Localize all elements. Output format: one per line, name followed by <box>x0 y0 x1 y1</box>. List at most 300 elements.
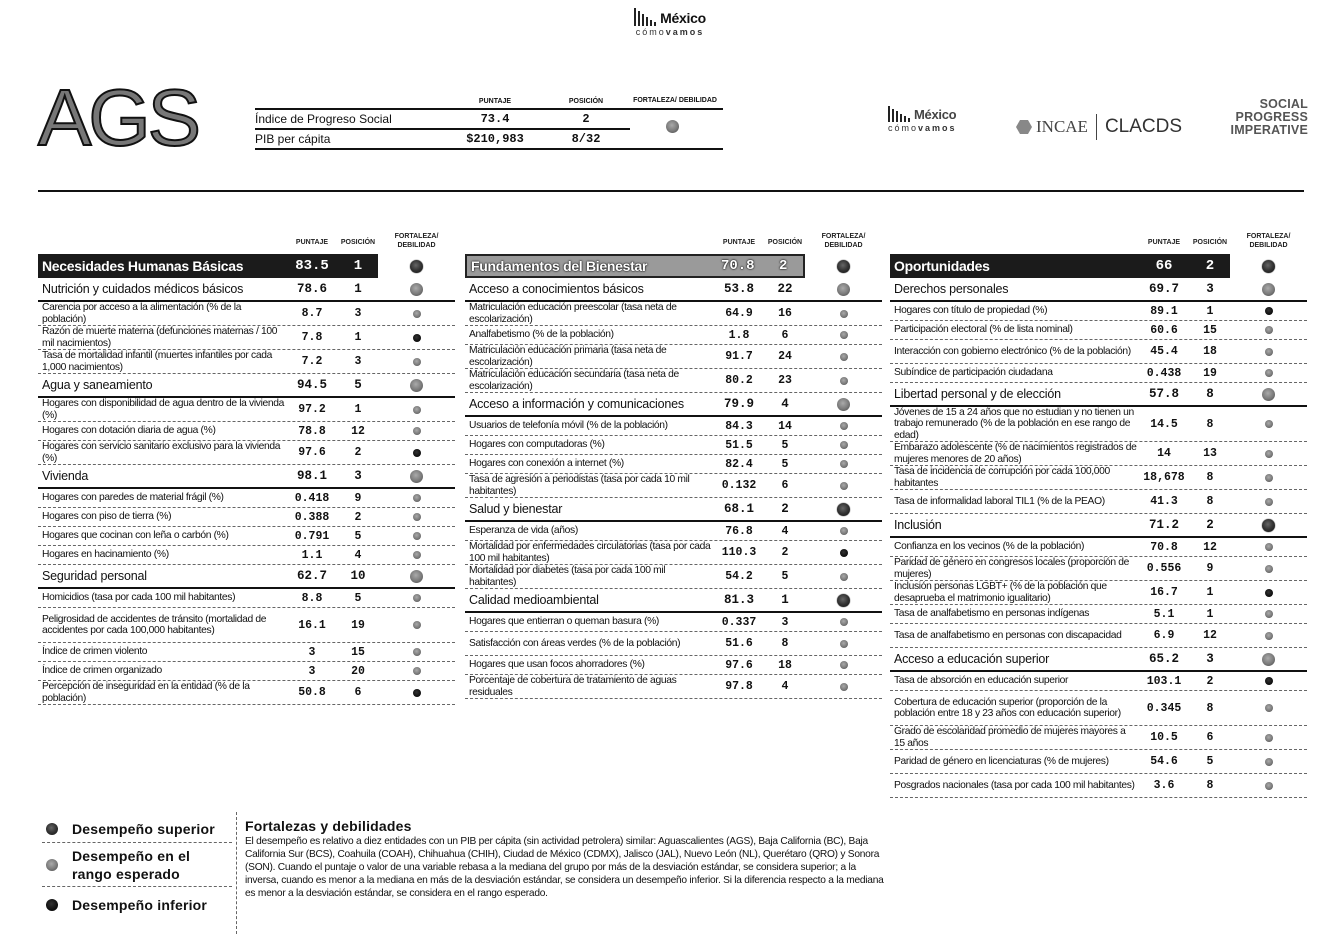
col-strength-label: FORTALEZA/ DEBILIDAD <box>821 233 866 249</box>
esperado-dot-icon <box>1265 450 1273 458</box>
indicator-row <box>890 490 1307 514</box>
indicator-position: 15 <box>1203 323 1217 337</box>
indicator-position: 5 <box>781 457 789 471</box>
esperado-dot-icon <box>410 570 423 583</box>
component-name: Acceso a educación superior <box>894 652 1050 666</box>
indicator-row <box>890 442 1307 466</box>
esperado-dot-icon <box>413 648 421 656</box>
indicator-name: Subíndice de participación ciudadana <box>894 367 1053 379</box>
indicator-score: 78.8 <box>298 424 326 438</box>
indicator-position: 4 <box>781 680 789 693</box>
component-name: Salud y bienestar <box>469 502 563 516</box>
indicator-row <box>465 613 882 632</box>
indicator-score: 3 <box>308 664 316 678</box>
indicator-row <box>465 474 882 498</box>
component-position: 2 <box>781 502 789 516</box>
col-position-label: POSICIÓN <box>1192 239 1228 246</box>
column-header <box>465 222 882 252</box>
indicator-name: Tasa de agresión a periodistas (tasa por cada 10 mil habitantes) <box>469 474 690 497</box>
indicator-row <box>38 508 455 527</box>
indicator-row <box>890 364 1307 383</box>
component-name: Calidad medioambiental <box>469 593 599 607</box>
dimension-position: 2 <box>1205 258 1215 274</box>
component-row <box>890 514 1307 538</box>
esperado-dot-icon <box>1265 420 1273 428</box>
component-name: Derechos personales <box>894 282 1009 296</box>
indicator-name: Matriculación educación preescolar (tasa neta de escolarización) <box>469 302 677 325</box>
strength-dot-icon <box>666 120 679 133</box>
component-name: Seguridad personal <box>42 569 147 583</box>
esperado-dot-icon <box>413 406 421 414</box>
component-row <box>465 498 882 522</box>
indicator-row <box>890 321 1307 340</box>
dimension-name: Oportunidades <box>894 258 990 274</box>
indicator-score: 0.388 <box>294 510 330 524</box>
esperado-dot-icon <box>837 398 850 411</box>
esperado-dot-icon <box>840 310 848 318</box>
dimension-score: 70.8 <box>720 258 755 274</box>
indicator-row <box>38 441 455 465</box>
divider <box>38 190 1304 192</box>
expected-dot-icon <box>46 859 58 871</box>
logo-subtitle: cómovamos <box>635 27 705 37</box>
indicator-score: 1.8 <box>728 328 750 342</box>
indicator-name: Inclusión personas LGBT+ (% de la población que desaprueba el matrimonio igualitario) <box>894 581 1107 604</box>
summary-row-pib <box>255 130 723 148</box>
indicator-row <box>465 302 882 326</box>
indicator-score: 45.4 <box>1150 345 1178 358</box>
indicator-position: 18 <box>778 658 792 672</box>
esperado-dot-icon <box>1265 348 1273 356</box>
component-position: 3 <box>1206 282 1214 296</box>
esperado-dot-icon <box>840 422 848 430</box>
esperado-dot-icon <box>1265 474 1273 482</box>
indicator-name: Porcentaje de cobertura de tratamiento de aguas residuales <box>469 675 677 698</box>
indicator-name: Hogares en hacinamiento (%) <box>42 549 169 561</box>
indicator-position: 4 <box>354 548 362 562</box>
component-score: 57.8 <box>1148 387 1179 401</box>
dimension-row <box>38 254 455 278</box>
indicator-name: Interacción con gobierno electrónico (% de la población) <box>894 345 1131 357</box>
indicator-name: Hogares con computadoras (%) <box>469 439 605 451</box>
indicator-position: 3 <box>354 355 362 368</box>
summary-row-ips <box>255 110 723 128</box>
indicator-position: 15 <box>351 645 365 659</box>
indicator-row <box>38 681 455 705</box>
summary-table <box>255 82 723 150</box>
indicator-position: 12 <box>1203 540 1217 554</box>
column-header <box>38 222 455 252</box>
indicator-position: 9 <box>354 491 362 505</box>
indicator-position: 23 <box>778 374 792 387</box>
component-position: 3 <box>354 469 362 483</box>
summary-row-name: PIB per cápita <box>255 132 331 146</box>
component-row <box>38 565 455 589</box>
component-row <box>38 465 455 489</box>
legend-item-inferior: Desempeño inferior <box>42 887 232 923</box>
indicator-position: 19 <box>1203 366 1217 380</box>
indicator-position: 6 <box>354 686 362 699</box>
indicator-score: 8.8 <box>301 591 323 605</box>
esperado-dot-icon <box>413 532 421 540</box>
indicator-score: 97.8 <box>725 680 753 693</box>
indicator-score: 41.3 <box>1150 495 1178 508</box>
indicator-name: Mortalidad por enfermedades circulatorias (tasa por cada 100 mil habitantes) <box>469 541 711 564</box>
dimension-score: 66 <box>1155 258 1173 274</box>
indicator-score: 80.2 <box>725 374 753 387</box>
esperado-dot-icon <box>840 377 848 385</box>
esperado-dot-icon <box>1265 498 1273 506</box>
indicator-score: 54.6 <box>1150 755 1178 768</box>
dimension-column-3 <box>890 222 1307 798</box>
indicator-row <box>465 632 882 656</box>
indicator-position: 12 <box>351 424 365 438</box>
summary-row-name: Índice de Progreso Social <box>255 112 392 126</box>
col-score-label: PUNTAJE <box>722 239 756 246</box>
indicator-score: 51.6 <box>725 637 753 650</box>
indicator-score: 0.345 <box>1146 701 1182 715</box>
indicator-row <box>465 541 882 565</box>
dimension-position: 2 <box>779 258 788 274</box>
summary-col-score: PUNTAJE <box>478 98 512 105</box>
dimension-position: 1 <box>353 258 363 274</box>
indicator-score: 0.438 <box>1146 366 1182 380</box>
indicator-position: 5 <box>354 591 362 605</box>
indicator-row <box>890 750 1307 774</box>
dimension-bar <box>890 254 1230 278</box>
indicator-position: 13 <box>1203 447 1217 460</box>
indicator-name: Usuarios de telefonía móvil (% de la población) <box>469 420 668 432</box>
indicator-score: 16.1 <box>298 618 326 632</box>
indicator-position: 4 <box>781 524 789 538</box>
state-code: AGS <box>38 73 198 162</box>
indicator-name: Hogares con conexión a internet (%) <box>469 458 624 470</box>
indicator-position: 2 <box>781 546 789 559</box>
indicator-name: Tasa de incidencia de corrupción por cada 100,000 habitantes <box>894 466 1110 489</box>
indicator-name: Participación electoral (% de lista nominal) <box>894 324 1073 336</box>
superior-dot-icon <box>837 260 850 273</box>
component-row <box>465 589 882 613</box>
indicator-score: 8.7 <box>301 307 323 320</box>
indicator-name: Hogares que cocinan con leña o carbón (%) <box>42 530 229 542</box>
component-name: Acceso a información y comunicaciones <box>469 397 684 411</box>
indicator-score: 91.7 <box>725 350 753 363</box>
indicator-position: 8 <box>781 637 789 650</box>
indicator-row <box>890 538 1307 557</box>
component-position: 4 <box>781 397 789 411</box>
indicator-row <box>890 691 1307 726</box>
indicator-row <box>465 656 882 675</box>
indicator-position: 5 <box>1206 755 1214 768</box>
esperado-dot-icon <box>1265 758 1273 766</box>
indicator-name: Tasa de informalidad laboral TIL1 (% de la PEAO) <box>894 495 1105 507</box>
inferior-dot-icon <box>1265 589 1273 597</box>
indicator-score: 51.5 <box>725 438 753 452</box>
esperado-dot-icon <box>1265 782 1273 790</box>
esperado-dot-icon <box>840 482 848 490</box>
dimension-row <box>890 254 1307 278</box>
indicator-score: 18,678 <box>1143 471 1185 484</box>
column-header <box>890 222 1307 252</box>
indicator-name: Esperanza de vida (años) <box>469 525 578 537</box>
indicator-name: Jóvenes de 15 a 24 años que no estudian y no tienen un trabajo remunerado (% de la población en ese rango de edad) <box>894 406 1134 441</box>
indicator-score: 97.6 <box>298 446 326 459</box>
indicator-position: 5 <box>781 570 789 583</box>
indicator-row <box>890 581 1307 605</box>
indicator-score: 0.418 <box>294 491 330 505</box>
indicator-score: 110.3 <box>721 546 757 559</box>
indicator-row <box>38 589 455 608</box>
indicator-position: 8 <box>1206 495 1214 508</box>
indicator-row <box>38 302 455 326</box>
indicator-name: Analfabetismo (% de la población) <box>469 329 614 341</box>
esperado-dot-icon <box>413 667 421 675</box>
indicator-row <box>38 398 455 422</box>
indicator-row <box>890 774 1307 798</box>
esperado-dot-icon <box>413 594 421 602</box>
dimension-score: 83.5 <box>295 258 329 274</box>
indicator-position: 8 <box>1206 779 1214 792</box>
indicator-row <box>38 546 455 565</box>
indicator-score: 60.6 <box>1150 323 1178 337</box>
bars-icon <box>888 104 910 122</box>
component-name: Libertad personal y de elección <box>894 387 1061 401</box>
esperado-dot-icon <box>840 353 848 361</box>
incae-clacds-logo: INCAE CLACDS <box>1016 114 1182 140</box>
component-position: 1 <box>354 282 362 296</box>
indicator-row <box>890 624 1307 648</box>
component-position: 3 <box>1206 652 1214 666</box>
indicator-name: Homicidios (tasa por cada 100 mil habitantes) <box>42 592 236 604</box>
dimension-name: Fundamentos del Bienestar <box>471 258 648 274</box>
component-score: 68.1 <box>723 502 754 516</box>
indicator-score: 7.8 <box>301 331 323 344</box>
indicator-row <box>465 345 882 369</box>
indicator-score: 0.337 <box>721 615 757 629</box>
indicator-row <box>890 302 1307 321</box>
indicator-row <box>465 436 882 455</box>
col-strength-label: FORTALEZA/ DEBILIDAD <box>394 233 439 249</box>
indicator-position: 3 <box>781 615 789 629</box>
esperado-dot-icon <box>1265 610 1273 618</box>
indicator-name: Hogares con servicio sanitario exclusivo para la vivienda (%) <box>42 441 281 464</box>
indicator-position: 1 <box>354 403 362 416</box>
indicator-score: 14 <box>1157 447 1171 460</box>
indicator-score: 5.1 <box>1153 607 1175 621</box>
indicator-row <box>465 417 882 436</box>
indicator-row <box>465 369 882 393</box>
indicator-score: 16.7 <box>1150 586 1178 599</box>
summary-row-score: 73.4 <box>480 112 510 126</box>
indicator-position: 6 <box>781 479 789 492</box>
indicator-score: 3.6 <box>1153 779 1175 792</box>
indicator-row <box>465 326 882 345</box>
dimension-column-2 <box>465 222 882 699</box>
indicator-position: 14 <box>778 419 792 433</box>
indicator-position: 1 <box>1206 304 1214 318</box>
indicator-row <box>38 662 455 681</box>
indicator-position: 6 <box>781 328 789 342</box>
superior-dot-icon <box>46 823 58 835</box>
inferior-dot-icon <box>413 334 421 342</box>
inferior-dot-icon <box>840 549 848 557</box>
indicator-score: 14.5 <box>1150 417 1178 431</box>
esperado-dot-icon <box>1262 653 1275 666</box>
esperado-dot-icon <box>840 618 848 626</box>
esperado-dot-icon <box>413 513 421 521</box>
component-position: 1 <box>781 593 789 607</box>
indicator-position: 8 <box>1206 471 1214 484</box>
indicator-name: Tasa de absorción en educación superior <box>894 675 1069 687</box>
col-strength-label: FORTALEZA/ DEBILIDAD <box>1246 233 1291 249</box>
indicator-name: Peligrosidad de accidentes de tránsito (mortalidad de accidentes por cada 100,000 habitantes) <box>42 613 267 636</box>
esperado-dot-icon <box>410 470 423 483</box>
indicator-score: 64.9 <box>725 307 753 320</box>
indicator-position: 5 <box>781 438 789 452</box>
indicator-position: 8 <box>1206 701 1214 715</box>
indicator-score: 10.5 <box>1150 731 1178 744</box>
dimension-row <box>465 254 882 278</box>
component-row <box>890 383 1307 407</box>
indicator-name: Percepción de inseguridad en la entidad (% de la población) <box>42 681 250 704</box>
component-row <box>38 374 455 398</box>
dimension-bar <box>465 254 805 278</box>
summary-row-position: 2 <box>582 112 590 126</box>
partner-logos <box>888 98 1308 148</box>
indicator-score: 97.2 <box>298 403 326 416</box>
indicator-name: Paridad de género en licenciaturas (% de mujeres) <box>894 755 1109 767</box>
indicator-score: 103.1 <box>1146 674 1182 688</box>
indicator-name: Grado de escolaridad promedio de mujeres mayores a 15 años <box>894 726 1126 749</box>
indicator-name: Hogares que entierran o queman basura (%) <box>469 616 659 628</box>
indicator-name: Hogares con paredes de material frágil (%) <box>42 492 224 504</box>
indicator-name: Índice de crimen violento <box>42 646 148 658</box>
indicator-name: Embarazo adolescente (% de nacimientos registrados de mujeres menores de 20 años) <box>894 442 1137 465</box>
indicator-row <box>890 466 1307 490</box>
esperado-dot-icon <box>413 621 421 629</box>
component-row <box>465 278 882 302</box>
mexico-como-vamos-logo <box>620 8 720 37</box>
legend-item-superior: Desempeño superior <box>42 815 232 843</box>
indicator-position: 1 <box>354 331 362 344</box>
indicator-score: 0.132 <box>721 479 757 492</box>
indicator-name: Razón de muerte materna (defunciones maternas / 100 mil nacimientos) <box>42 326 278 349</box>
component-score: 65.2 <box>1148 652 1179 666</box>
indicator-name: Hogares con disponibilidad de agua dentro de la vivienda (%) <box>42 398 285 421</box>
indicator-row <box>38 643 455 662</box>
inferior-dot-icon <box>46 899 58 911</box>
indicator-position: 8 <box>1206 417 1214 431</box>
indicator-score: 70.8 <box>1150 540 1178 554</box>
superior-dot-icon <box>1262 519 1275 532</box>
inferior-dot-icon <box>413 689 421 697</box>
superior-dot-icon <box>410 260 423 273</box>
indicator-position: 2 <box>354 446 362 459</box>
esperado-dot-icon <box>413 310 421 318</box>
indicator-name: Posgrados nacionales (tasa por cada 100 mil habitantes) <box>894 779 1135 791</box>
indicator-position: 2 <box>1206 674 1214 688</box>
methodology-notes <box>236 812 886 934</box>
indicator-row <box>465 522 882 541</box>
inferior-dot-icon <box>1265 307 1273 315</box>
esperado-dot-icon <box>840 573 848 581</box>
indicator-row <box>890 672 1307 691</box>
component-row <box>890 278 1307 302</box>
component-score: 53.8 <box>723 282 754 296</box>
component-score: 98.1 <box>296 469 327 483</box>
esperado-dot-icon <box>413 551 421 559</box>
indicator-row <box>465 455 882 474</box>
bars-icon <box>634 8 656 26</box>
indicator-row <box>465 675 882 699</box>
esperado-dot-icon <box>413 427 421 435</box>
esperado-dot-icon <box>1265 704 1273 712</box>
summary-row-score: $210,983 <box>466 132 524 146</box>
col-position-label: POSICIÓN <box>340 239 376 246</box>
indicator-name: Mortalidad por diabetes (tasa por cada 100 mil habitantes) <box>469 565 666 588</box>
esperado-dot-icon <box>840 331 848 339</box>
indicator-position: 16 <box>778 307 792 320</box>
indicator-score: 0.556 <box>1146 562 1182 575</box>
component-name: Acceso a conocimientos básicos <box>469 282 644 296</box>
esperado-dot-icon <box>840 640 848 648</box>
indicator-position: 6 <box>1206 731 1214 744</box>
col-position-label: POSICIÓN <box>767 239 803 246</box>
dimension-column-1 <box>38 222 455 705</box>
indicator-row <box>890 557 1307 581</box>
esperado-dot-icon <box>410 283 423 296</box>
component-position: 8 <box>1206 387 1214 401</box>
summary-col-position: POSICIÓN <box>568 98 604 105</box>
notes-title: Fortalezas y debilidades <box>245 818 412 834</box>
indicator-name: Satisfacción con áreas verdes (% de la población) <box>469 637 681 649</box>
esperado-dot-icon <box>1265 565 1273 573</box>
component-name: Agua y saneamiento <box>42 378 153 392</box>
component-name: Vivienda <box>42 469 89 483</box>
col-score-label: PUNTAJE <box>1147 239 1181 246</box>
component-position: 10 <box>350 569 366 583</box>
indicator-name: Hogares con piso de tierra (%) <box>42 511 172 523</box>
indicator-score: 82.4 <box>725 457 753 471</box>
esperado-dot-icon <box>1262 388 1275 401</box>
indicator-position: 3 <box>354 307 362 320</box>
indicator-row <box>38 489 455 508</box>
superior-dot-icon <box>1262 260 1275 273</box>
indicator-score: 3 <box>308 645 316 659</box>
component-name: Inclusión <box>894 518 942 532</box>
dimension-name: Necesidades Humanas Básicas <box>42 258 244 274</box>
indicator-score: 6.9 <box>1153 629 1175 642</box>
indicator-score: 97.6 <box>725 658 753 672</box>
indicator-position: 9 <box>1206 562 1214 575</box>
esperado-dot-icon <box>1262 283 1275 296</box>
indicator-row <box>38 527 455 546</box>
component-position: 2 <box>1206 518 1214 532</box>
indicator-position: 18 <box>1203 345 1217 358</box>
notes-body: El desempeño es relativo a diez entidades con un PIB per cápita (sin actividad petrolera) similar: Aguascalientes (AGS), Baja California (BC), Baja California Sur (BCS), Coahuila (COAH), Chihuahua (CHIH), Ciudad de México (CDMX), Jalisco (JAL), Nuevo León (NL), Querétaro (QRO) y Sonora (SON). Cuando el puntaje o valor de una variable rebasa a la mediana del grupo por más de la desviación estándar, se considera superior; a la inversa, cuando es menor a la mediana en más de la desviación estándar, se considera un desempeño inferior. Si la diferencia respecto a la mediana es menor a la desviación estándar, se considera en el rango esperado. <box>245 836 884 899</box>
social-progress-imperative-logo: SOCIAL PROGRESS IMPERATIVE <box>1230 97 1308 137</box>
summary-col-strength: FORTALEZA/ DEBILIDAD <box>633 97 717 104</box>
indicator-row <box>38 350 455 374</box>
esperado-dot-icon <box>1265 543 1273 551</box>
indicator-row <box>38 422 455 441</box>
indicator-score: 0.791 <box>294 529 330 543</box>
esperado-dot-icon <box>1265 734 1273 742</box>
indicator-score: 1.1 <box>301 548 323 562</box>
indicator-score: 7.2 <box>301 355 323 368</box>
component-score: 94.5 <box>296 378 327 392</box>
esperado-dot-icon <box>840 683 848 691</box>
